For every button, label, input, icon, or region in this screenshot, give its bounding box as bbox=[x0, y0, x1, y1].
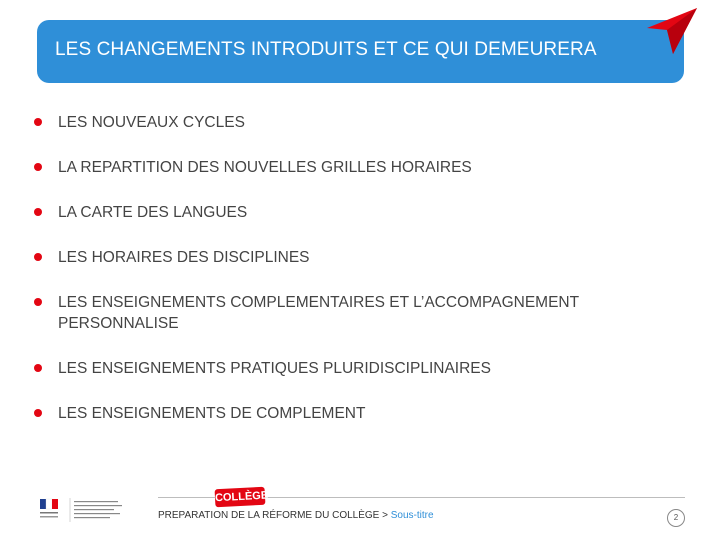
bullet-text: LES HORAIRES DES DISCIPLINES bbox=[58, 249, 310, 266]
bullet-dot bbox=[34, 163, 42, 171]
bullet-dot bbox=[34, 364, 42, 372]
bullet-text: LES ENSEIGNEMENTS DE COMPLEMENT bbox=[58, 405, 366, 422]
list-item bbox=[33, 157, 673, 178]
bullet-text: LES NOUVEAUX CYCLES bbox=[58, 114, 245, 131]
bullet-list bbox=[33, 112, 673, 448]
bullet-text: LA REPARTITION DES NOUVELLES GRILLES HORAIRES bbox=[58, 159, 472, 176]
bullet-text: LA CARTE DES LANGUES bbox=[58, 204, 248, 221]
bullet-dot bbox=[34, 118, 42, 126]
page-number: 2 bbox=[667, 509, 685, 527]
footer-text bbox=[158, 510, 434, 521]
arrow-logo-icon bbox=[645, 6, 699, 56]
footer-title: PREPARATION DE LA RÉFORME DU COLLÈGE > bbox=[158, 510, 391, 521]
bullet-text: LES ENSEIGNEMENTS COMPLEMENTAIRES ET L’ACCOMPAGNEMENT PERSONNALISE bbox=[58, 294, 579, 332]
bullet-dot bbox=[34, 409, 42, 417]
bullet-dot bbox=[34, 208, 42, 216]
list-item bbox=[33, 202, 673, 223]
list-item bbox=[33, 403, 673, 424]
ministry-logo bbox=[38, 497, 128, 523]
list-item bbox=[33, 112, 673, 133]
title-bar bbox=[37, 20, 684, 83]
list-item bbox=[33, 358, 673, 379]
bullet-dot bbox=[34, 253, 42, 261]
slide-title: LES CHANGEMENTS INTRODUITS ET CE QUI DEMEURERA bbox=[55, 39, 597, 60]
list-item bbox=[33, 247, 673, 268]
college-badge: COLLÈGE bbox=[215, 487, 266, 508]
footer-subtitle: Sous-titre bbox=[390, 510, 434, 521]
list-item bbox=[33, 292, 673, 334]
bullet-dot bbox=[34, 298, 42, 306]
bullet-text: LES ENSEIGNEMENTS PRATIQUES PLURIDISCIPLINAIRES bbox=[58, 360, 491, 377]
